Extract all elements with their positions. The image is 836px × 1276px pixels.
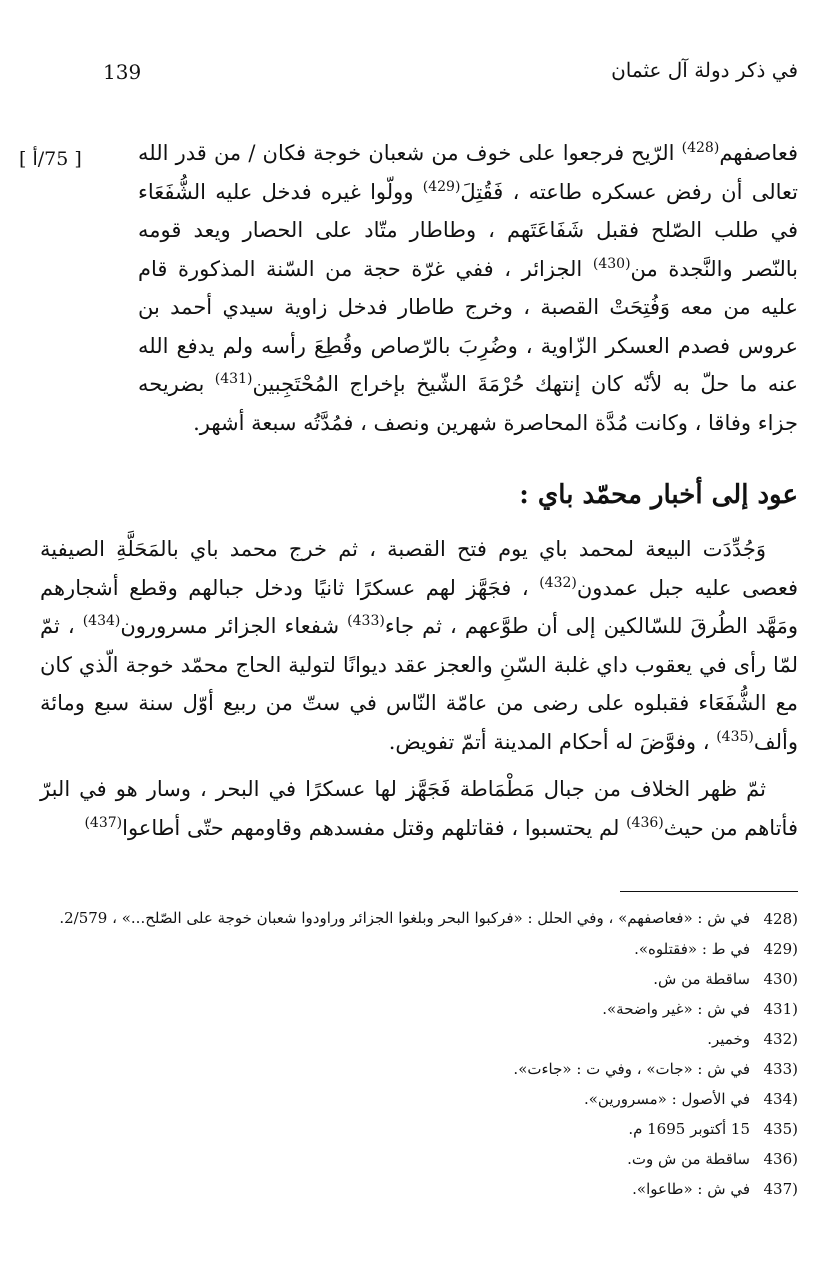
- footnote-text: في ط : «فقتلوه».: [634, 940, 750, 958]
- section-heading: عود إلى أخبار محمّد باي :: [519, 480, 798, 510]
- text-run: الجزائر ، ففي غرّة حجة من السّنة المذكورة قام عليه من معه وَفُتِحَتْ القصبة ، وخرج طاطار فدخل زاوية سيدي أحمد بن عروس فصدم العسكر الزّاوية ، وضُرِبَ بالرّصاص وقُطِعَ رأسه ولم يدفع الله عنه ما حلّ به لأنّه كان إنتهك حُرْمَةَ الشّيخ بإخراج المُحْتَجِبين: [138, 256, 798, 396]
- footnote-text: في ش : «جات» ، وفي ت : «جاءت».: [513, 1060, 750, 1078]
- footnote: [38, 1024, 798, 1054]
- footnote: [38, 1114, 798, 1144]
- footnote-ref-435: (435): [716, 728, 754, 745]
- footnote-number: (430: [763, 970, 798, 988]
- footnote-text: 15 أكتوبر 1695 م.: [628, 1120, 750, 1138]
- footnote-ref-433: (433): [347, 613, 385, 629]
- paragraph-2: [40, 530, 798, 761]
- footnote-ref-434: (434): [82, 613, 121, 629]
- footnote-ref-431: (431): [214, 371, 253, 387]
- text-run: لم يحتسبوا ، فقاتلهم وقتل مفسدهم وقاومهم حتّى أطاعوا: [122, 815, 627, 840]
- footnote-text: ساقطة من ش وت.: [627, 1150, 750, 1168]
- footnote-number: (437: [763, 1180, 798, 1198]
- text-run: الرّيح فرجعوا على خوف من شعبان خوجة فكان / من قدر الله تعالى أن رفض عسكره طاعته ، فَقُتِلَ: [138, 141, 798, 204]
- footnote-number: (429: [763, 940, 798, 958]
- footnote-number: (432: [763, 1030, 798, 1048]
- footnote-number: (435: [763, 1120, 798, 1138]
- footnote: [38, 994, 798, 1024]
- footnote-ref-436: (436): [626, 814, 664, 831]
- text-run: شفعاء الجزائر مسرورون: [120, 614, 348, 638]
- footnote-number: (434: [763, 1090, 798, 1108]
- footnote: [38, 904, 798, 934]
- text-run: وَجُدِّدَت البيعة لمحمد باي يوم فتح القصبة ، ثم خرج محمد باي بالمَحَلَّةِ الصيفية فعصى عليه جبل عمدون: [40, 537, 799, 600]
- text-run: وولّوا غيره فدخل عليه الشُّفَعَاء في طلب الصّلح فقبل شَفَاعَتَهم ، وطاطار متّاد على الحصار ويعد قومه بالنّصر والنَّجدة من: [138, 179, 799, 281]
- running-title: في ذكر دولة آل عثمان: [611, 58, 798, 82]
- footnote-text: ساقطة من ش.: [653, 970, 750, 988]
- footnote-number: (433: [763, 1060, 798, 1078]
- text-run: ثمّ ظهر الخلاف من جبال مَطْمَاطة فَجَهَّز لها عسكرًا في البحر ، وسار هو في البرّ فأتاهم من حيث: [40, 777, 798, 840]
- paragraph-3: [40, 770, 798, 847]
- footnote-text: وخمير.: [707, 1030, 750, 1048]
- footnote: [38, 934, 798, 964]
- footnote: [38, 1174, 798, 1204]
- footnote-number: (436: [763, 1150, 798, 1168]
- paragraph-1: [138, 134, 798, 442]
- footnote: [38, 1144, 798, 1174]
- page-number: 139: [103, 60, 142, 84]
- folio-marker: [ 75/أ ]: [19, 148, 82, 170]
- footnote-text: في ش : «غير واضحة».: [602, 1000, 750, 1018]
- footnote-ref-432: (432): [539, 574, 577, 591]
- footnote-separator: [620, 891, 798, 892]
- text-run: ، فجَهَّز لهم عسكرًا ثانيًا ودخل جبالهم وقطع أشجارهم ومَهَّد الطُرقَ للسّالكين إلى أن طوَّعهم ، ثم جاء: [40, 575, 798, 638]
- footnote: [38, 1054, 798, 1084]
- footnote-ref-430: (430): [592, 255, 631, 272]
- footnote-text: في الأصول : «مسرورين».: [583, 1090, 750, 1108]
- footnote-text: في ش : «فعاصفهم» ، وفي الحلل : «فركبوا البحر وبلغوا الجزائر وراودوا شعبان خوجة على الصّلح...» ، 2/579.: [59, 909, 750, 927]
- footnote-text: في ش : «طاعوا».: [632, 1180, 750, 1198]
- footnote-ref-428: (428): [681, 140, 720, 156]
- footnote-ref-429: (429): [422, 178, 461, 195]
- text-run: ، ثمّ لمّا رأى في يعقوب داي غلبة السّنِ والعجز عقد ديوانًا لتولية الحاج محمّد خوجة الّذي كان مع الشُّفَعَاء فقبلوه على رضى من عامّة النّاس في ستّ من ربيع أوّل سنة سبع ومائة وألف: [40, 614, 798, 754]
- footnotes-list: [38, 904, 798, 1204]
- text-run: بضريحه جزاء وفاقا ، وكانت مُدَّة المحاصرة شهرين ونصف ، فمُدَّتُه سبعة أشهر.: [138, 372, 798, 435]
- footnote-number: (431: [763, 1000, 798, 1018]
- text-run: فعاصفهم: [719, 141, 798, 165]
- footnote-number: (428: [763, 910, 798, 928]
- footnote: [38, 1084, 798, 1114]
- text-run: ، وفوَّضَ له أحكام المدينة أتمّ تفويض.: [388, 729, 717, 754]
- footnote-ref-437: (437): [84, 814, 123, 831]
- footnote: [38, 964, 798, 994]
